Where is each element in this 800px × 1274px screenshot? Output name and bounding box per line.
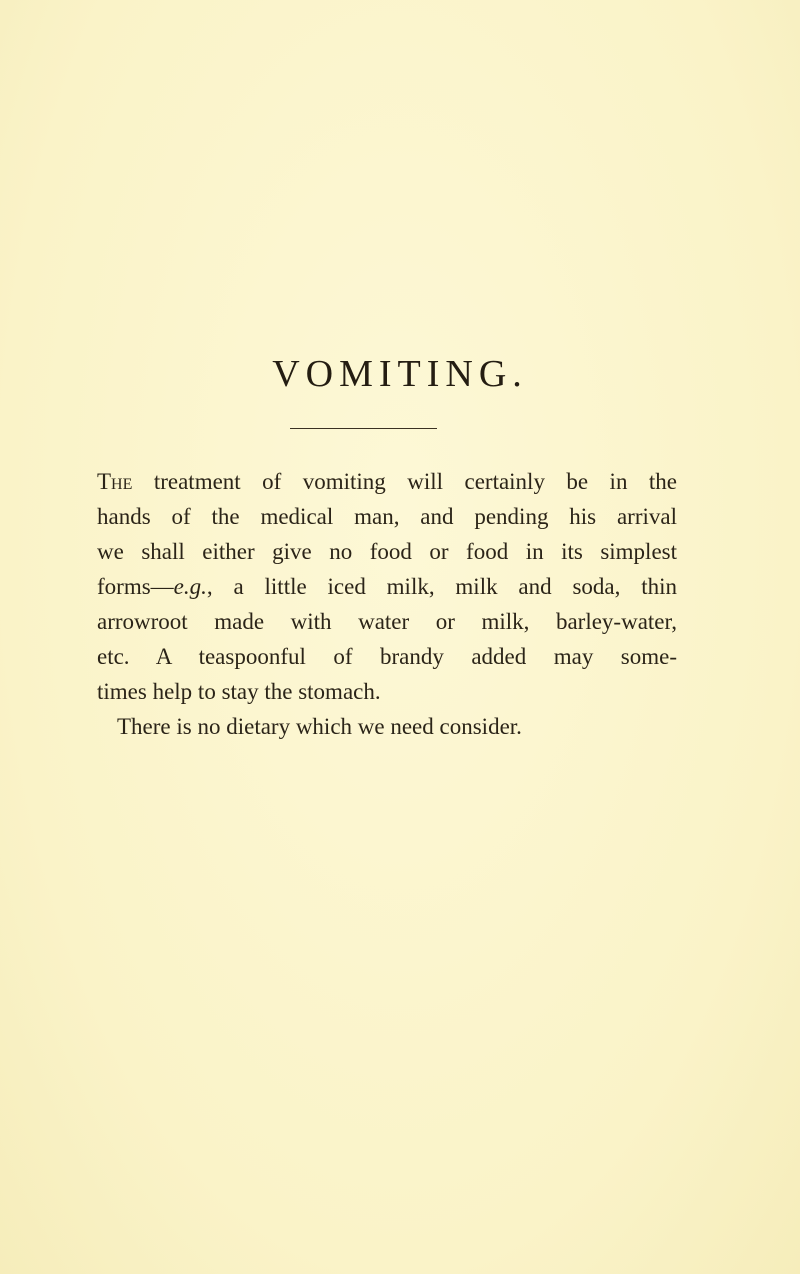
paragraph-treatment [97, 464, 677, 709]
text-line: hands of the medical man, and pending his arrival [97, 504, 677, 529]
chapter-title: VOMITING. [272, 353, 528, 395]
text-line-start: forms— [97, 574, 174, 599]
text-line: times help to stay the stomach. [97, 679, 381, 704]
lead-word: The [97, 469, 133, 494]
text-line-end: , a little iced milk, milk and soda, thin [206, 574, 677, 599]
paragraph-dietary: There is no dietary which we need consider. [117, 714, 522, 739]
text-line-content: treatment of vomiting will certainly be in the [132, 469, 677, 494]
body-text [97, 464, 677, 744]
text-line: etc. A teaspoonful of brandy added may some- [97, 644, 677, 669]
text-line: we shall either give no food or food in its simplest [97, 539, 677, 564]
italic-abbreviation: e.g. [173, 574, 207, 599]
text-line [97, 569, 677, 604]
text-line: arrowroot made with water or milk, barley-water, [97, 609, 677, 634]
title-rule [290, 428, 437, 429]
text-line [97, 464, 677, 499]
